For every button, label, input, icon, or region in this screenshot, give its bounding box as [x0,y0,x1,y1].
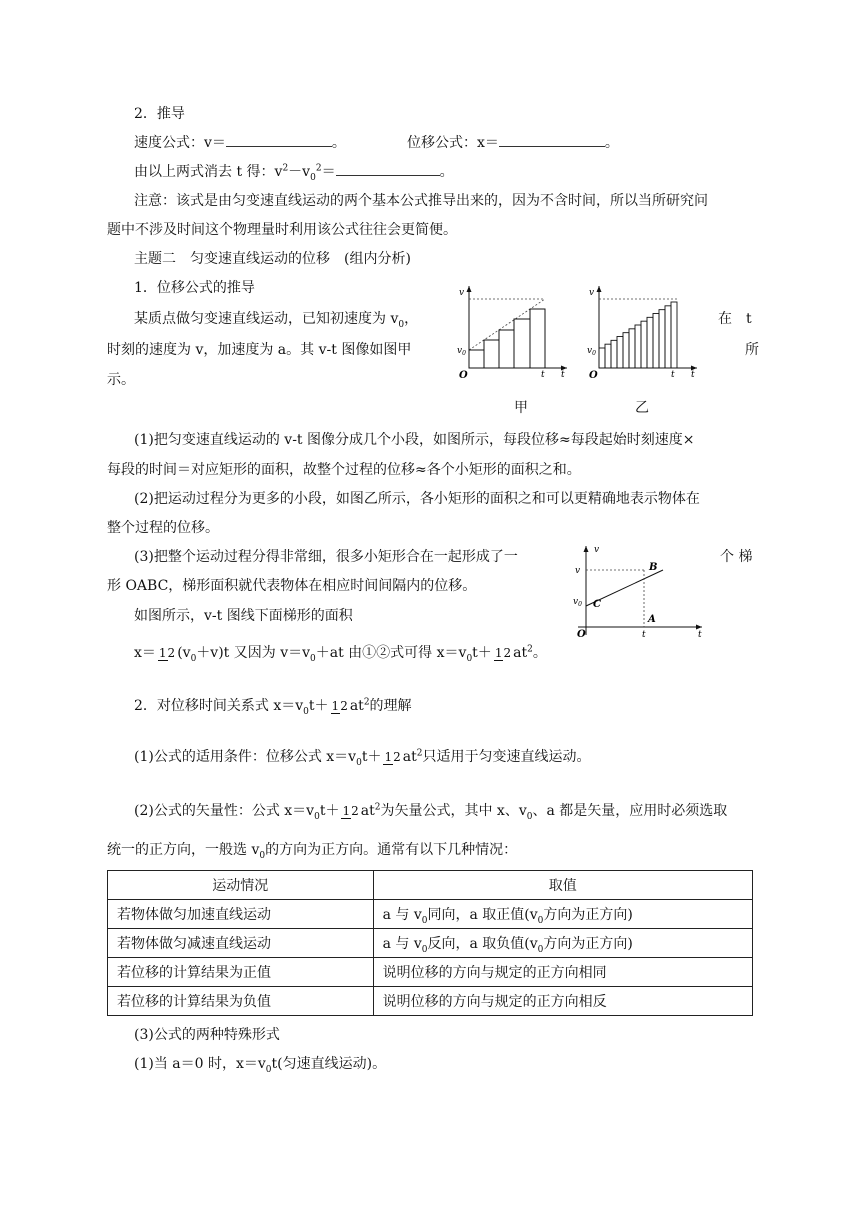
item-2-cont: 整个过程的位移。 [107,520,219,536]
origin-label: O [459,370,468,381]
paragraph: 时刻的速度为 v，加速度为 a。其 v-t 图像如图甲 [107,342,412,358]
rect-strip [629,329,635,368]
table-cell: 说明位移的方向与规定的正方向相同 [373,958,752,987]
rect-strip [647,317,653,368]
caption-jia: 甲 [514,400,528,416]
v0-label: $v_0$ [587,346,596,357]
fraction: 12 [342,803,359,818]
rect-strip [635,325,641,368]
v0-label: $v_0$ [573,597,582,608]
fraction: 12 [158,645,176,660]
paragraph: 示。 [107,372,135,388]
v-label: v [575,566,581,576]
table-row [108,929,753,958]
topic-heading: 主题二 匀变速直线运动的位移 (组内分析) [134,251,411,267]
condition-2-cont: 统一的正方向，一般选 $v_0$的方向为正方向。通常有以下几种情况： [107,842,518,861]
condition-1: (1)公式的适用条件：位移公式 $x=v_0t+ 12$ $at^2$只适用于匀变速直线运动。 [134,748,591,768]
figure-yi-vt-graph [585,282,703,382]
table-cell: 若位移的计算结果为负值 [108,987,374,1016]
rect-strip [617,337,623,369]
section-heading: 2．推导 [134,106,185,122]
fraction: 12 [384,749,401,764]
item-1-cont: 每段的时间＝对应矩形的面积，故整个过程的位移≈各个小矩形的面积之和。 [107,462,581,478]
point-a-label: A [648,614,656,625]
table-cell: 若物体做匀加速直线运动 [108,900,374,929]
caption-yi: 乙 [635,400,649,416]
point-c-label: C [593,599,601,610]
rect-strip [623,333,629,368]
note-paragraph: 注意：该式是由匀变速直线运动的两个基本公式推导出来的，因为不含时间，所以当所研究问 [134,193,708,209]
figure-trapezoid-vt-graph [570,540,710,640]
rect-strip [611,340,617,368]
v-label: v [459,288,465,298]
origin-label: O [577,629,586,640]
item-3-right: 个 梯 [720,549,753,565]
item-2: (2)把运动过程分为更多的小段，如图乙所示，各小矩形的面积之和可以更精确地表示物体在 [134,491,700,507]
t-tick-label: t [642,630,646,640]
answer-blank[interactable] [499,133,605,147]
paragraph-right: 所 [745,342,759,358]
rect-strip [469,350,484,368]
table-row [108,900,753,929]
table-row [108,987,753,1016]
rect-strip [605,344,611,368]
special-form-1: (1)当 a＝0 时，$x=v_0t$(匀速直线运动)。 [134,1056,387,1075]
t-axis-label: t [691,370,695,380]
section-2-heading: 2．对位移时间关系式 $x=v_0t+ 12$ $at^2$的理解 [134,697,412,717]
table-cell: 说明位移的方向与规定的正方向相反 [373,987,752,1016]
rect-strip [484,340,499,368]
v-label: v [589,288,595,298]
answer-blank[interactable] [226,133,332,147]
condition-2: (2)公式的矢量性：公式 $x=v_0t+ 12$ $at^2$为矢量公式，其中 x、$v_0$、a 都是矢量，应用时必须选取 [134,802,728,822]
t-tick-label: t [671,370,675,380]
subsection-heading: 1．位移公式的推导 [134,280,255,296]
paragraph-right: 在 t [718,311,752,327]
t-tick-label: t [541,370,545,380]
item-1: (1)把匀变速直线运动的 v-t 图像分成几个小段，如图所示，每段位移≈每段起始时刻速度× [134,432,695,448]
v-axis-label: v [594,545,600,555]
point-b-label: B [649,562,658,573]
rect-strip [671,302,677,368]
eliminate-line: 由以上两式消去 t 得：$v^2-v_0^2=$ 。 [134,163,454,183]
item-3-cont2: 如图所示，v-t 图线下面梯形的面积 [134,608,353,624]
note-paragraph-cont: 题中不涉及时间这个物理量时利用该公式往往会更简便。 [107,222,457,238]
table-cell: a 与 $v_0$同向，a 取正值($v_0$方向为正方向) [373,900,752,929]
table-header-row [108,871,753,900]
paragraph: 某质点做匀变速直线运动，已知初速度为 $v_0$， [134,311,419,330]
table-cell: a 与 $v_0$反向，a 取负值($v_0$方向为正方向) [373,929,752,958]
rect-strip [499,330,514,368]
origin-label: O [589,370,598,381]
table-cell: 若物体做匀减速直线运动 [108,929,374,958]
item-3-cont: 形 OABC，梯形面积就代表物体在相应时间间隔内的位移。 [107,578,477,594]
sign-convention-table [107,870,753,1016]
formula-derivation: x＝ 12 $(v_0+v)t$ 又因为 $v=v_0+at$ 由①②式可得 $x=v_0t+ 12$ $at^2$。 [134,644,547,664]
rect-strip [514,319,530,368]
v0-label: $v_0$ [457,346,466,357]
special-forms-heading: (3)公式的两种特殊形式 [134,1027,280,1043]
table-cell: 若位移的计算结果为正值 [108,958,374,987]
rect-strip [665,306,671,368]
t-axis-label: t [561,370,565,380]
rect-strip [599,348,605,368]
rect-strip [659,310,665,368]
t-axis-label: t [698,630,702,640]
speed-formula-line: 速度公式：v＝ 。 [134,135,346,151]
table-header-cell: 取值 [373,871,752,900]
figure-jia-vt-graph [455,282,573,382]
rect-strip [653,314,659,369]
answer-blank[interactable] [336,162,440,176]
rect-strip [530,309,545,368]
fraction: 12 [494,645,512,660]
table-header-cell: 运动情况 [108,871,374,900]
rect-strip [641,321,647,368]
rect-strips [599,302,677,368]
table-row [108,958,753,987]
fraction: 12 [331,698,348,713]
item-3: (3)把整个运动过程分得非常细，很多小矩形合在一起形成了一 [134,549,518,565]
displacement-formula-line: 位移公式：x＝ 。 [407,135,619,151]
